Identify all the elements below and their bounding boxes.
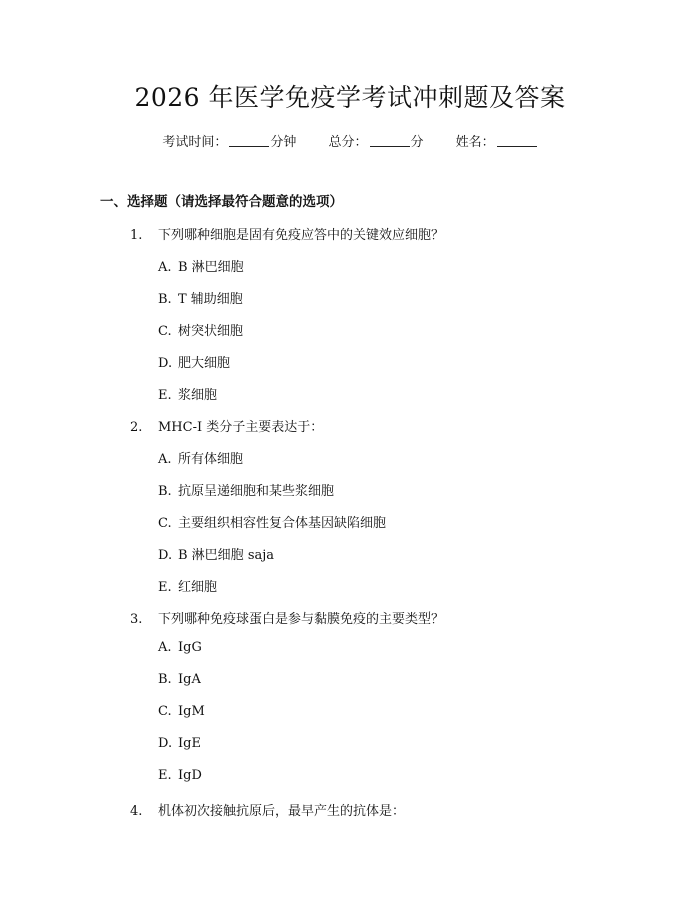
option-letter: B. <box>158 484 172 499</box>
option-text: 所有体细胞 <box>178 452 244 467</box>
exam-time-unit: 分钟 <box>270 135 297 150</box>
exam-info-line <box>0 131 700 150</box>
question-3 <box>130 608 444 627</box>
option-letter: D. <box>158 736 173 751</box>
option-text: IgE <box>178 736 201 751</box>
option-letter: C. <box>158 324 172 339</box>
question-text: MHC-I 类分子主要表达于： <box>158 420 324 435</box>
option-letter: B. <box>158 672 172 687</box>
page-title: 2026 年医学免疫学考试冲刺题及答案 <box>134 83 566 112</box>
question-text: 下列哪种免疫球蛋白是参与黏膜免疫的主要类型？ <box>158 612 445 627</box>
question-text: 下列哪种细胞是固有免疫应答中的关键效应细胞？ <box>158 228 445 243</box>
option-text: 树突状细胞 <box>178 324 244 339</box>
total-score <box>328 131 423 150</box>
option-1c <box>158 320 243 339</box>
option-2b <box>158 480 334 499</box>
option-1e <box>158 384 217 403</box>
option-letter: B. <box>158 292 172 307</box>
option-text: T 辅助细胞 <box>178 292 243 307</box>
option-text: B 淋巴细胞 <box>178 260 244 275</box>
option-text: IgA <box>178 672 201 687</box>
option-2c <box>158 512 386 531</box>
student-name-label: 姓名： <box>455 135 495 150</box>
option-1d <box>158 352 230 371</box>
option-1b <box>158 288 243 307</box>
option-letter: C. <box>158 516 172 531</box>
option-3a <box>158 640 202 655</box>
option-letter: A. <box>158 640 172 655</box>
section-heading: 一、选择题（请选择最符合题意的选项） <box>100 194 343 210</box>
question-number: 2. <box>130 420 143 435</box>
option-text: B 淋巴细胞 saja <box>178 548 275 563</box>
option-text: 肥大细胞 <box>178 356 231 371</box>
question-1 <box>130 224 444 243</box>
exam-time-blank <box>229 133 269 147</box>
option-2e <box>158 576 217 595</box>
option-letter: E. <box>158 388 172 403</box>
question-number: 3. <box>130 612 143 627</box>
option-3d <box>158 736 201 751</box>
option-letter: C. <box>158 704 172 719</box>
question-text: 机体初次接触抗原后，最早产生的抗体是： <box>158 804 406 819</box>
option-letter: E. <box>158 768 172 783</box>
total-score-unit: 分 <box>410 135 424 150</box>
option-text: 抗原呈递细胞和某些浆细胞 <box>178 484 335 499</box>
question-2 <box>130 416 323 435</box>
option-text: 浆细胞 <box>178 388 218 403</box>
option-letter: E. <box>158 580 172 595</box>
total-score-label: 总分： <box>328 135 368 150</box>
option-2d <box>158 544 274 563</box>
option-text: IgM <box>178 704 205 719</box>
student-name <box>456 131 538 150</box>
option-letter: A. <box>158 260 172 275</box>
option-2a <box>158 448 243 467</box>
student-name-blank <box>497 133 537 147</box>
option-3e <box>158 768 202 783</box>
option-text: IgG <box>178 640 202 655</box>
question-number: 4. <box>130 804 143 819</box>
option-3b <box>158 672 201 687</box>
option-letter: D. <box>158 548 173 563</box>
exam-time-label: 考试时间： <box>162 135 228 150</box>
option-text: 红细胞 <box>178 580 218 595</box>
option-1a <box>158 256 244 275</box>
option-text: IgD <box>178 768 202 783</box>
option-letter: A. <box>158 452 172 467</box>
option-text: 主要组织相容性复合体基因缺陷细胞 <box>178 516 387 531</box>
option-letter: D. <box>158 356 173 371</box>
option-3c <box>158 704 205 719</box>
exam-time <box>162 131 296 150</box>
question-number: 1. <box>130 228 143 243</box>
question-4 <box>130 800 405 819</box>
total-score-blank <box>370 133 410 147</box>
